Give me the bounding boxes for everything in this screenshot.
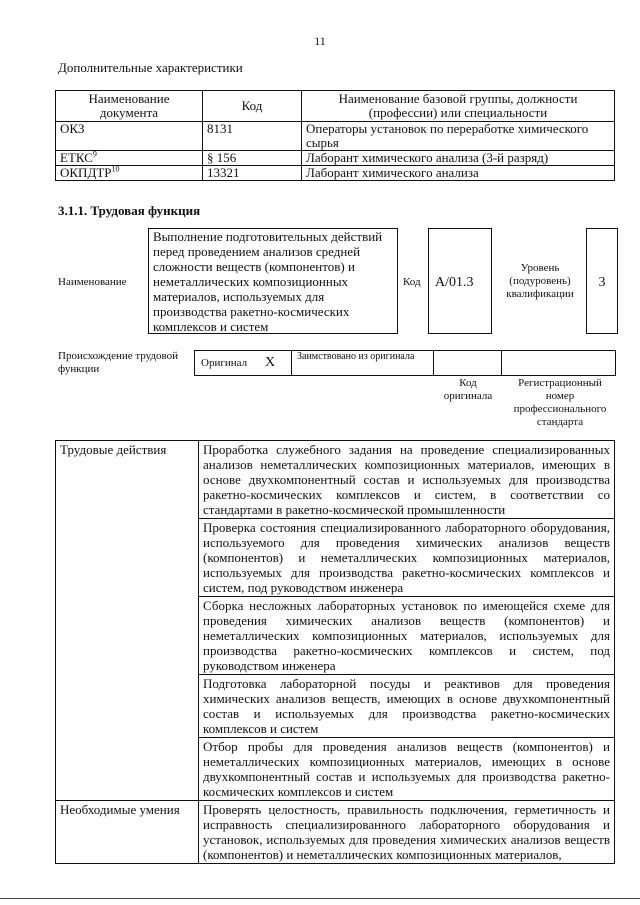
labor-actions-label: Трудовые действия (56, 441, 199, 801)
origin-divider (291, 351, 292, 375)
labor-action-cell: Проверка состояния специализированного лабораторного оборудования, используемого для проведения химических анализов веществ (компонентов) и неметаллических композиционных материалов, используемых для производства ракетно-космических комплексов и систем, под руководством инженера (199, 519, 615, 597)
origin-row (194, 350, 616, 376)
doc-cell: ОКЗ (56, 122, 203, 151)
origin-divider (501, 351, 502, 375)
original-mark: X (265, 355, 276, 370)
code-cell: § 156 (203, 151, 302, 166)
original-label: Оригинал (201, 357, 248, 369)
code-cell: 8131 (203, 122, 302, 151)
labor-function-table (55, 440, 615, 864)
labor-action-cell: Отбор пробы для проведения анализов веществ (компонентов) и неметаллических композиционных материалов, имеющих в основе двухкомпонентный состав и используемых для производства ракетно-космических комплексов и систем (199, 738, 615, 801)
name-cell: Операторы установок по переработке химического сырья (302, 122, 615, 151)
name-cell: Лаборант химического анализа (302, 166, 615, 181)
code-original-caption: Код оригинала (443, 377, 493, 402)
level-box (586, 228, 618, 334)
page-number: 11 (314, 34, 326, 48)
table-row (56, 801, 615, 864)
table-row (56, 166, 615, 181)
table-row (56, 441, 615, 519)
column-header: Код (203, 91, 302, 122)
name-cell: Лаборант химического анализа (3-й разряд) (302, 151, 615, 166)
level-label: Уровень (подуровень) квалификации (506, 262, 574, 300)
function-code-value: A/01.3 (435, 275, 474, 290)
borrowed-label: Заимствовано из оригинала (297, 351, 415, 362)
function-title: 3.1.1. Трудовая функция (58, 203, 201, 218)
origin-label: Происхождение трудовой функции (58, 350, 179, 375)
table-row (56, 151, 615, 166)
reg-number-caption: Регистрационный номер профессионального стандарта (513, 377, 607, 428)
table-header-row (56, 91, 615, 122)
doc-cell: ЕТКС$^9$ (56, 151, 203, 166)
origin-divider (433, 351, 434, 375)
skill-cell: Проверять целостность, правильность подключения, герметичность и исправность специализированного лабораторного оборудования и установок, используемых для проведения химических анализов веществ (компонентов) и неметаллических композиционных материалов, (199, 801, 615, 864)
function-name-box: Выполнение подготовительных действий перед проведением анализов средней сложности веществ (компонентов) и неметаллических композиционных материалов, используемых для производства ракетно-космических комплексов и систем (148, 228, 398, 334)
doc-cell: ОКПДТР$^{10}$ (56, 166, 203, 181)
column-header: Наименование документа (56, 91, 203, 122)
labor-action-cell: Сборка несложных лабораторных установок по имеющейся схеме для проведения химических анализов веществ (компонентов) и неметаллических композиционных материалов, используемых для производства ракетно-космических комплексов и систем, под руководством инженера (199, 597, 615, 675)
section-title: Дополнительные характеристики (58, 60, 243, 75)
column-header: Наименование базовой группы, должности (профессии) или специальности (302, 91, 615, 122)
skills-label: Необходимые умения (56, 801, 199, 864)
name-label: Наименование (58, 276, 127, 288)
function-code-box (428, 228, 492, 334)
labor-action-cell: Подготовка лабораторной посуды и реактивов для проведения химических анализов веществ, имеющих в основе двухкомпонентный состав и используемых для производства ракетно-космических комплексов и систем (199, 675, 615, 738)
table-row (56, 122, 615, 151)
characteristics-table (55, 90, 615, 181)
code-label: Код (403, 276, 421, 288)
labor-action-cell: Проработка служебного задания на проведение специализированных анализов неметаллических композиционных материалов, имеющих в основе двухкомпонентный состав и используемых для производства ракетно-космических комплексов и систем, в соответствии со стандартами в ракетно-космической промышленности (199, 441, 615, 519)
level-value: 3 (598, 275, 606, 290)
code-cell: 13321 (203, 166, 302, 181)
page-bottom-edge (0, 898, 640, 899)
